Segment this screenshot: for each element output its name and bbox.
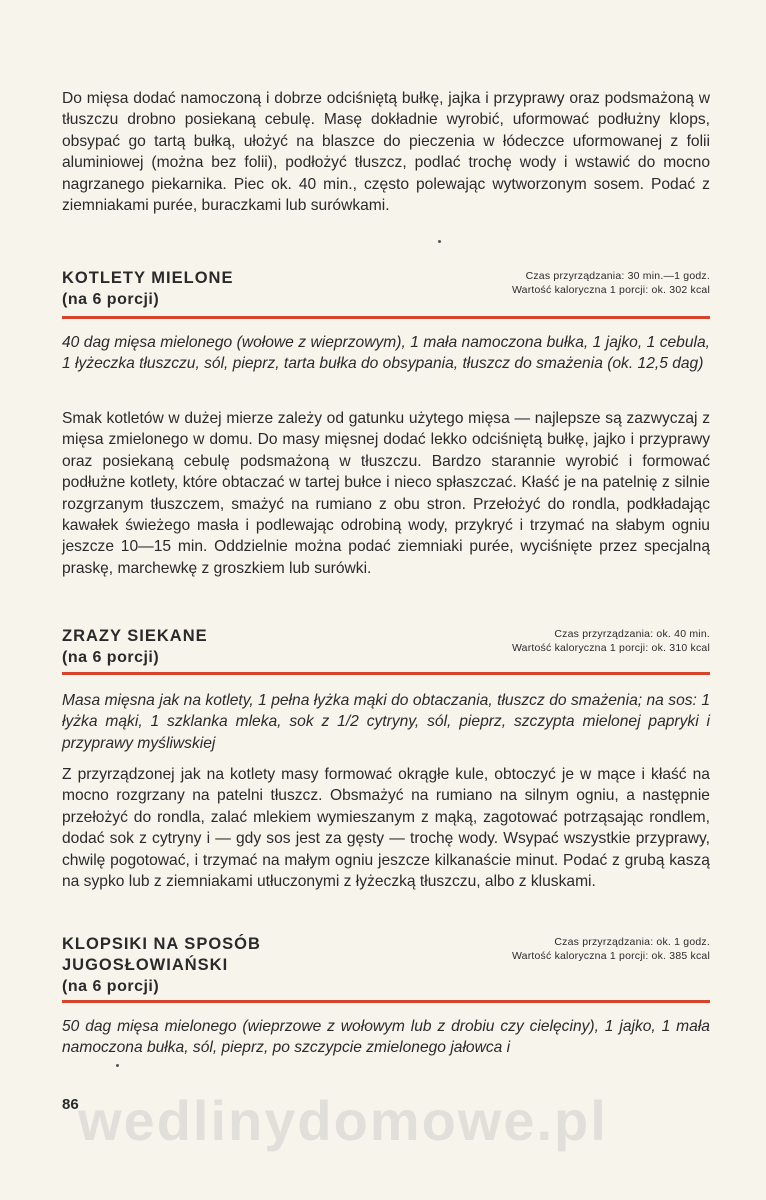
- ingredients-paragraph: 40 dag mięsa mielonego (wołowe z wieprzowym), 1 mała namoczona bułka, 1 jajko, 1 cebula, 1 łyżeczka tłuszczu, sól, pieprz, tarta bułka do obsypania, tłuszcz do smażenia (ok. 12,5 dag): [62, 334, 710, 373]
- book-page: [62, 0, 710, 1200]
- section-divider: [62, 672, 710, 675]
- instructions-paragraph: Smak kotletów w dużej mierze zależy od gatunku użytego mięsa — najlepsze są zazwyczaj z mięsa zmielonego w domu. Do masy mięsnej dodać lekko odciśniętą bułkę, jajko i przyprawy oraz posiekaną cebulę podsmażoną w tłuszczu. Bardzo starannie wyrobić i formować podłużne kotlety, które obtaczać w tartej bułce i nieco spłaszczać. Kłaść je na patelnię z silnie rozgrzanym tłuszczem, smażyć na rumiano z obu stron. Przełożyć do rondla, podkładając kawałek świeżego masła i podlewając odrobiną wody, przykryć i trzymać na słabym ogniu jeszcze 10—15 min. Oddzielnie można podać ziemniaki purée, wyciśnięte przez specjalną praskę, marchewkę z groszkiem lub surówki.: [62, 410, 711, 577]
- recipe-meta: [512, 270, 710, 297]
- prep-time: Czas przyrządzania: 30 min.—1 godz.: [525, 270, 710, 282]
- portion-label: (na 6 porcji): [62, 649, 160, 666]
- recipe-title: ZRAZY SIEKANE (na 6 porcji): [62, 627, 208, 666]
- watermark: wedlinydomowe.pl: [78, 1089, 608, 1152]
- calories: Wartość kaloryczna 1 porcji: ok. 302 kcal: [511, 283, 710, 296]
- recipe-meta: [512, 936, 710, 963]
- recipe-title: KLOPSIKI NA SPOSÓB JUGOSŁOWIAŃSKI (na 6 porcji): [62, 935, 261, 995]
- intro-paragraph: Do mięsa dodać namoczoną i dobrze odciśniętą bułkę, jajka i przyprawy oraz podsmażoną w tłuszczu drobno posiekaną cebulę. Masę dokładnie wyrobić, uformować podłużny klops, obsypać go tartą bułką, ułożyć na blaszce do pieczenia w łódeczce uformowanej z folii aluminiowej (można bez folii), podłożyć tłuszcz, podlać trochę wody i wstawić do mocno nagrzanego piekarnika. Piec ok. 40 min., często polewając wytworzonym sosem. Podać z ziemniakami purée, buraczkami lub surówkami.: [62, 90, 710, 215]
- calories: Wartość kaloryczna 1 porcji: ok. 385 kcal: [511, 949, 710, 962]
- prep-time: Czas przyrządzania: ok. 1 godz.: [554, 936, 710, 948]
- calories: Wartość kaloryczna 1 porcji: ok. 310 kcal: [511, 641, 710, 654]
- section-divider: [62, 1000, 710, 1003]
- prep-time: Czas przyrządzania: ok. 40 min.: [554, 628, 710, 640]
- instructions-paragraph: Z przyrządzonej jak na kotlety masy formować okrągłe kule, obtoczyć je w mące i kłaść na mocno rozgrzany na patelni tłuszcz. Obsmażyć na rumiano na silnym ogniu, a następnie przełożyć do rondla, zalać mlekiem wymieszanym z mąką, zagotować potrząsając rondlem, dodać sok z cytryny i — gdy sos jest za gęsty — trochę wody. Wsypać wszystkie przyprawy, chwilę pogotować, i trzymać na małym ogniu jeszcze kilkanaście minut. Podać z grubą kaszą na sypko lub z ziemniakami utłuczonymi z łyżeczką tłuszczu, albo z kluskami.: [62, 766, 710, 891]
- stray-dot: [116, 1064, 119, 1067]
- recipe-meta: [512, 628, 710, 655]
- portion-label: (na 6 porcji): [62, 978, 160, 995]
- section-divider: [62, 316, 710, 319]
- ingredients-paragraph: 50 dag mięsa mielonego (wieprzowe z wołowym lub z drobiu czy cielęciny), 1 jajko, 1 mała namoczona bułka, sól, pieprz, po szczypcie zmielonego jałowca i: [62, 1018, 710, 1057]
- page-number: 86: [62, 1096, 79, 1113]
- stray-dot: [438, 240, 441, 243]
- portion-label: (na 6 porcji): [62, 291, 160, 308]
- recipe-title: KOTLETY MIELONE (na 6 porcji): [62, 269, 234, 308]
- ingredients-paragraph: Masa mięsna jak na kotlety, 1 pełna łyżka mąki do obtaczania, tłuszcz do smażenia; na sos: 1 łyżka mąki, 1 szklanka mleka, sok z 1/2 cytryny, sól, pieprz, szczypta mielonej papryki i przyprawy myśliwskiej: [62, 692, 710, 752]
